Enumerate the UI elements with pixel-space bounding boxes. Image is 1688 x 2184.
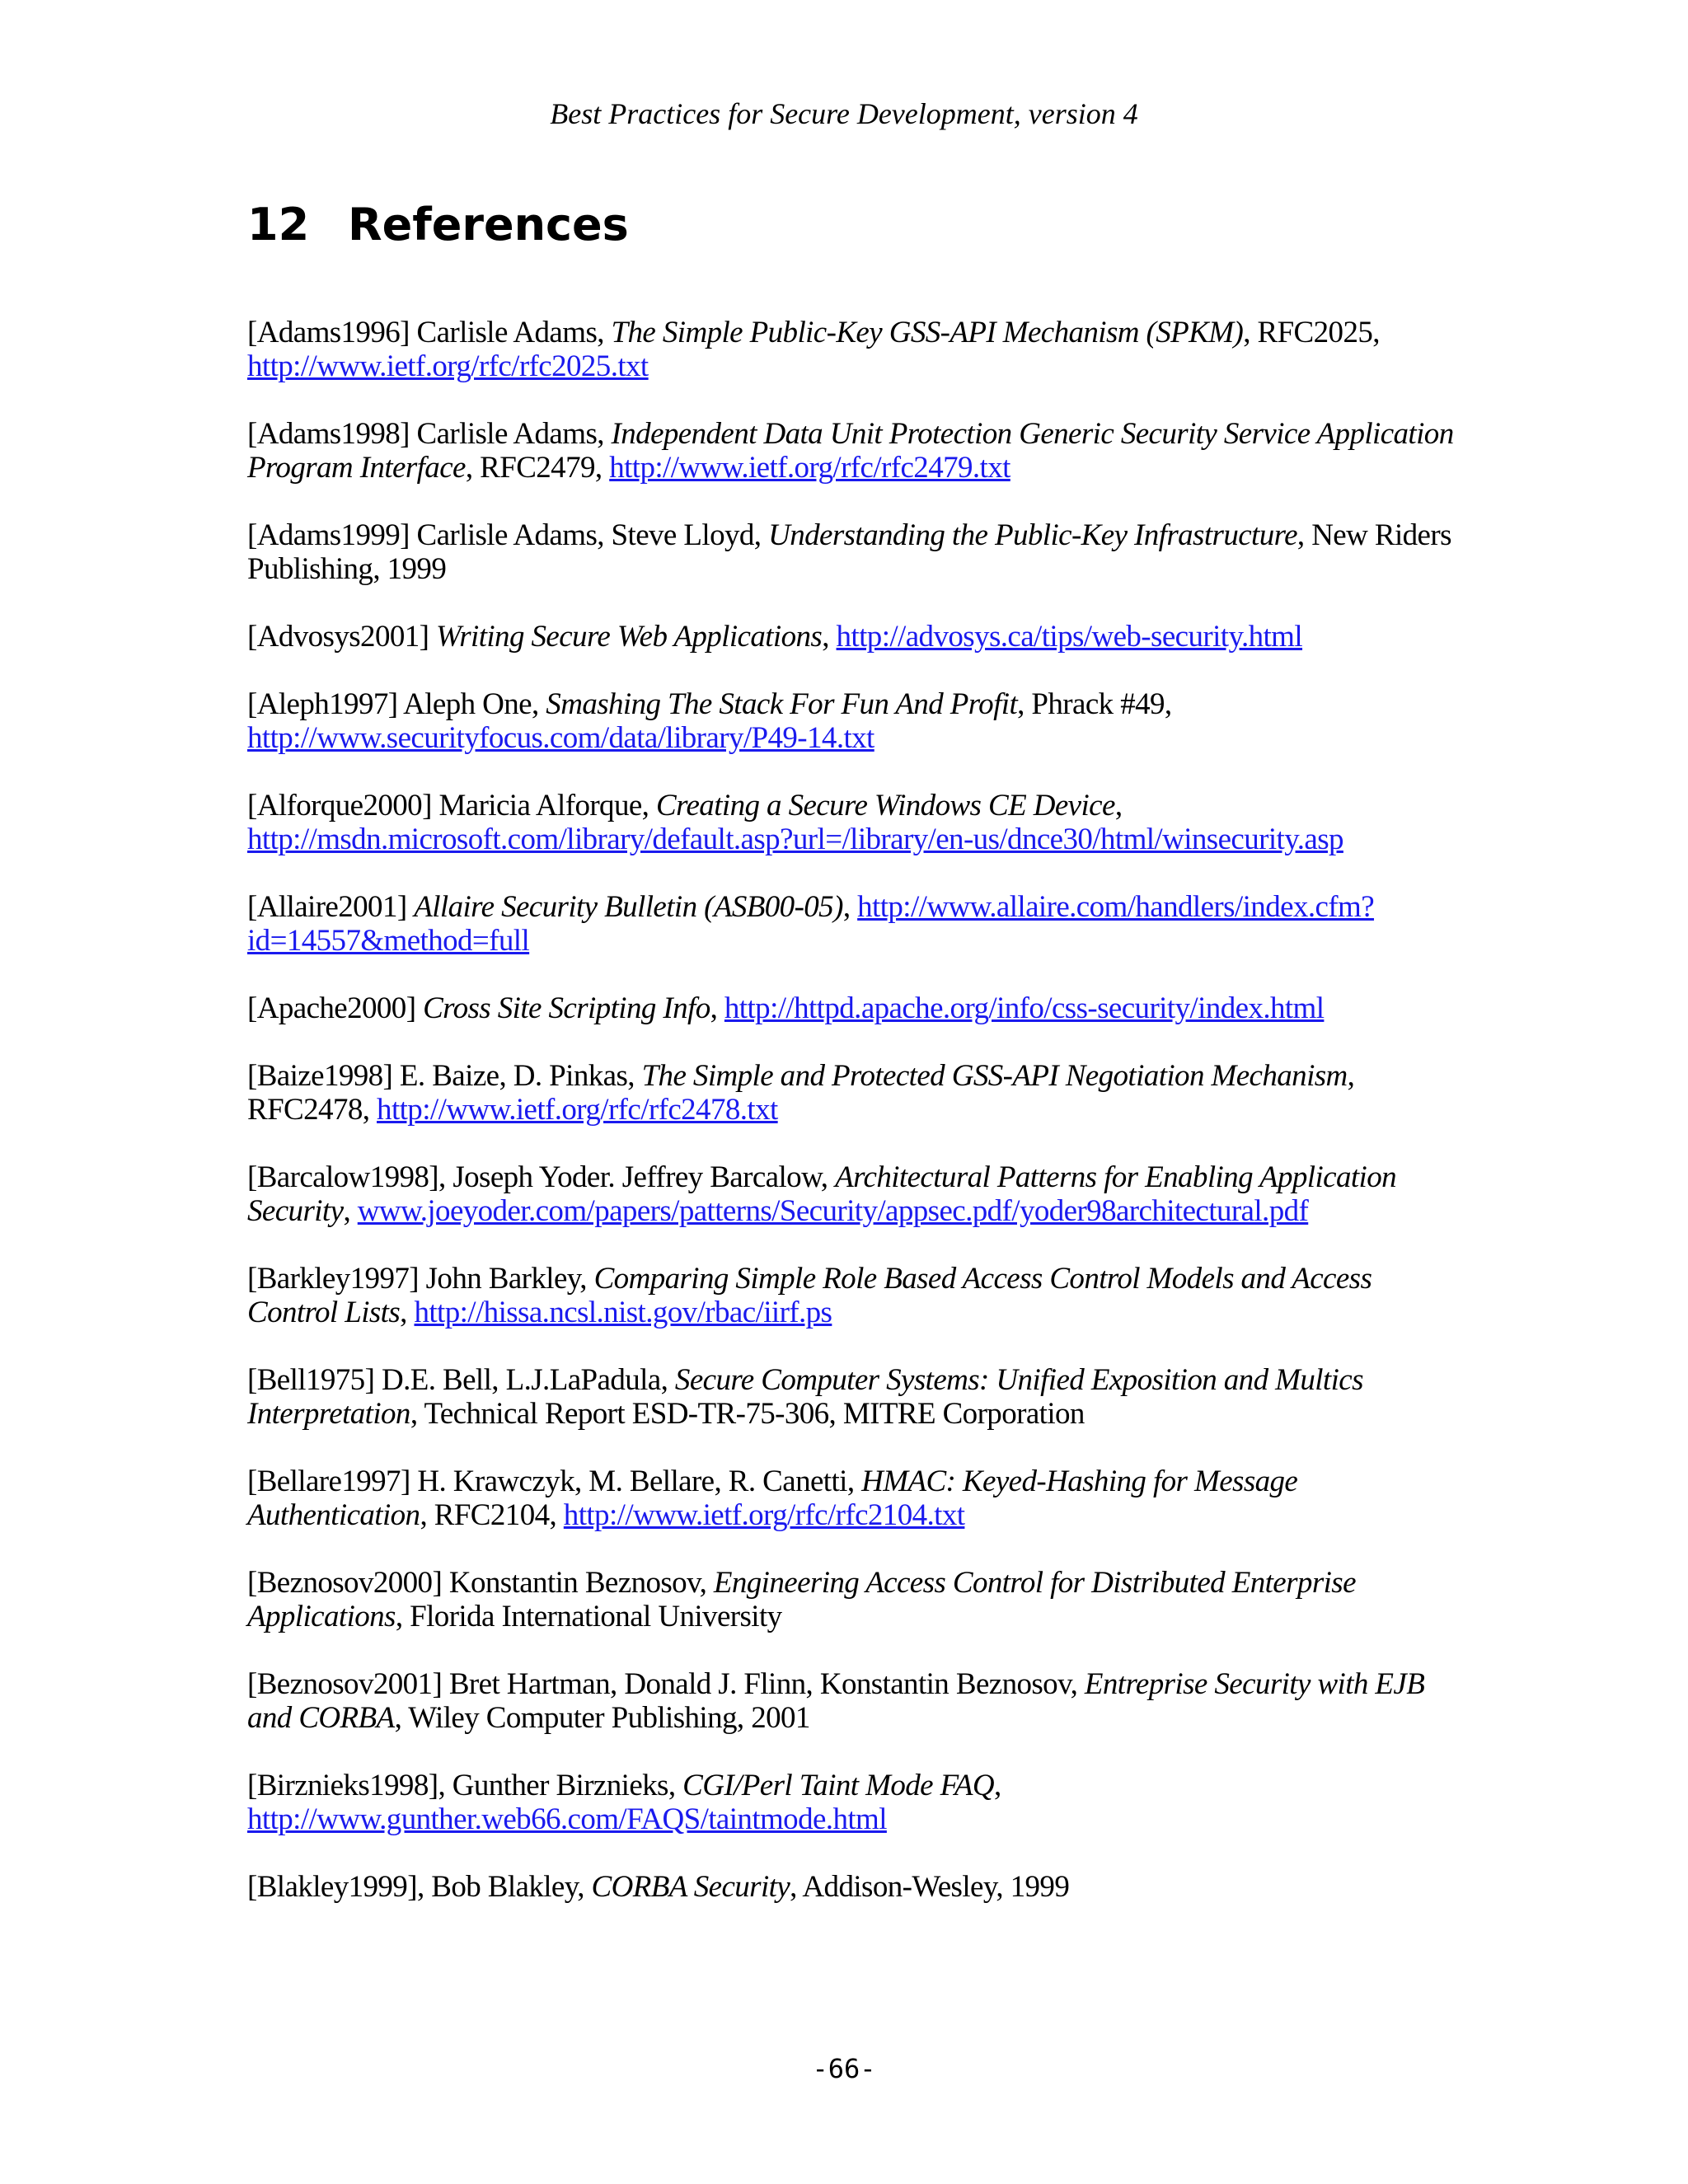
- reference-details: ,: [993, 1769, 1001, 1802]
- reference-title: Writing Secure Web Applications: [436, 620, 823, 654]
- reference-title: Creating a Secure Windows CE Device: [655, 789, 1115, 823]
- reference-title: CGI/Perl Taint Mode FAQ: [682, 1769, 994, 1802]
- reference-authors: Carlisle Adams, Steve Lloyd,: [409, 518, 769, 552]
- reference-key: [Beznosov2001]: [247, 1667, 443, 1701]
- reference-key: [Barcalow1998]: [247, 1160, 439, 1194]
- reference-title: Entreprise Security with EJB and CORBA: [247, 1667, 1425, 1735]
- reference-authors: , Gunther Birznieks,: [438, 1769, 683, 1802]
- reference-key: [Adams1999]: [247, 518, 410, 552]
- reference-title: CORBA Security: [591, 1870, 790, 1904]
- reference-link[interactable]: http://www.gunther.web66.com/FAQS/taintmode.html: [247, 1802, 887, 1836]
- reference-key: [Blakley1999]: [247, 1870, 417, 1904]
- reference-authors: Carlisle Adams,: [409, 316, 612, 349]
- reference-entry: [247, 620, 1459, 654]
- reference-entry: [247, 417, 1459, 485]
- reference-link[interactable]: http://hissa.ncsl.nist.gov/rbac/iirf.ps: [414, 1296, 832, 1329]
- reference-entry: [247, 1566, 1459, 1633]
- running-header: Best Practices for Secure Development, version 4: [550, 97, 1138, 130]
- reference-title: Secure Computer Systems: Unified Exposition and Multics Interpretation: [247, 1363, 1363, 1431]
- reference-title: HMAC: Keyed-Hashing for Message Authentication: [247, 1465, 1298, 1532]
- reference-entry: [247, 1262, 1459, 1329]
- reference-details: , RFC2479,: [465, 451, 610, 485]
- reference-title: Smashing The Stack For Fun And Profit: [546, 687, 1018, 721]
- reference-link[interactable]: http://httpd.apache.org/info/css-security/index.html: [724, 991, 1325, 1025]
- page-number: -66-: [812, 2053, 876, 2084]
- reference-title: Architectural Patterns for Enabling Application Security: [247, 1160, 1397, 1228]
- reference-entry: [247, 1870, 1459, 1904]
- reference-key: [Baize1998]: [247, 1059, 393, 1093]
- reference-key: [Adams1996]: [247, 316, 410, 349]
- reference-details: , RFC2025,: [1243, 316, 1380, 349]
- reference-entry: [247, 1667, 1459, 1735]
- reference-details: , Addison-Wesley, 1999: [790, 1870, 1070, 1904]
- reference-authors: H. Krawczyk, M. Bellare, R. Canetti,: [410, 1465, 862, 1498]
- reference-entry: [247, 991, 1459, 1025]
- reference-key: [Bell1975]: [247, 1363, 375, 1397]
- reference-authors: Carlisle Adams,: [409, 417, 612, 451]
- reference-details: ,: [710, 991, 724, 1025]
- reference-link[interactable]: http://www.allaire.com/handlers/index.cfm?id=14557&method=full: [247, 890, 1375, 958]
- reference-link[interactable]: http://www.securityfocus.com/data/library/P49-14.txt: [247, 721, 874, 755]
- reference-key: [Barkley1997]: [247, 1262, 419, 1296]
- reference-authors: [407, 890, 415, 924]
- reference-entry: [247, 890, 1459, 958]
- reference-authors: , Bob Blakley,: [416, 1870, 592, 1904]
- reference-authors: Maricia Alforque,: [431, 789, 656, 823]
- reference-key: [Beznosov2000]: [247, 1566, 443, 1600]
- reference-details: , Technical Report ESD-TR-75-306, MITRE Corporation: [410, 1397, 1085, 1431]
- reference-entry: [247, 1769, 1459, 1836]
- reference-key: [Bellare1997]: [247, 1465, 410, 1498]
- reference-details: ,: [343, 1194, 358, 1228]
- reference-link[interactable]: http://advosys.ca/tips/web-security.html: [836, 620, 1303, 654]
- reference-details: , Florida International University: [395, 1600, 782, 1633]
- reference-entry: [247, 1465, 1459, 1532]
- reference-link[interactable]: http://www.ietf.org/rfc/rfc2479.txt: [609, 451, 1010, 485]
- reference-title: Cross Site Scripting Info: [423, 991, 710, 1025]
- reference-title: Independent Data Unit Protection Generic Security Service Application Program Interface: [247, 417, 1454, 485]
- reference-key: [Advosys2001]: [247, 620, 429, 654]
- reference-title: Allaire Security Bulletin (ASB00-05): [414, 890, 843, 924]
- reference-link[interactable]: http://www.ietf.org/rfc/rfc2025.txt: [247, 349, 649, 383]
- reference-link[interactable]: http://www.ietf.org/rfc/rfc2104.txt: [563, 1498, 965, 1532]
- reference-entry: [247, 518, 1459, 586]
- reference-authors: John Barkley,: [418, 1262, 594, 1296]
- reference-details: ,: [842, 890, 858, 924]
- reference-entry: [247, 687, 1459, 755]
- reference-authors: D.E. Bell, L.J.LaPadula,: [374, 1363, 675, 1397]
- reference-authors: E. Baize, D. Pinkas,: [392, 1059, 642, 1093]
- reference-details: , New Riders Publishing, 1999: [247, 518, 1451, 586]
- reference-entry: [247, 316, 1459, 383]
- reference-key: [Allaire2001]: [247, 890, 407, 924]
- reference-key: [Adams1998]: [247, 417, 410, 451]
- reference-title: The Simple and Protected GSS-API Negotiation Mechanism: [641, 1059, 1348, 1093]
- reference-details: , Phrack #49,: [1017, 687, 1172, 721]
- reference-key: [Aleph1997]: [247, 687, 398, 721]
- reference-title: Comparing Simple Role Based Access Control Models and Access Control Lists: [247, 1262, 1372, 1329]
- reference-authors: Bret Hartman, Donald J. Flinn, Konstantin Beznosov,: [442, 1667, 1085, 1701]
- reference-title: Engineering Access Control for Distributed Enterprise Applications: [247, 1566, 1356, 1633]
- reference-authors: [415, 991, 423, 1025]
- reference-authors: , Joseph Yoder. Jeffrey Barcalow,: [438, 1160, 836, 1194]
- reference-key: [Apache2000]: [247, 991, 416, 1025]
- reference-list: [247, 316, 1459, 1938]
- section-number: 12: [247, 199, 310, 251]
- reference-title: Understanding the Public-Key Infrastructure: [768, 518, 1297, 552]
- reference-link[interactable]: www.joeyoder.com/papers/patterns/Security/appsec.pdf/yoder98architectural.pdf: [357, 1194, 1309, 1228]
- reference-entry: [247, 789, 1459, 856]
- reference-authors: Konstantin Beznosov,: [442, 1566, 714, 1600]
- section-title: References: [348, 199, 629, 251]
- reference-entry: [247, 1059, 1459, 1127]
- reference-details: ,: [400, 1296, 415, 1329]
- reference-details: , Wiley Computer Publishing, 2001: [394, 1701, 810, 1735]
- reference-authors: Aleph One,: [397, 687, 546, 721]
- reference-title: The Simple Public-Key GSS-API Mechanism (SPKM): [611, 316, 1244, 349]
- reference-key: [Birznieks1998]: [247, 1769, 438, 1802]
- reference-details: , RFC2104,: [420, 1498, 564, 1532]
- reference-entry: [247, 1160, 1459, 1228]
- reference-key: [Alforque2000]: [247, 789, 432, 823]
- reference-link[interactable]: http://www.ietf.org/rfc/rfc2478.txt: [377, 1093, 778, 1127]
- reference-details: ,: [1114, 789, 1123, 823]
- reference-entry: [247, 1363, 1459, 1431]
- section-heading: [247, 195, 629, 255]
- reference-details: ,: [822, 620, 837, 654]
- reference-link[interactable]: http://msdn.microsoft.com/library/default.asp?url=/library/en-us/dnce30/html/winsecurity.asp: [247, 823, 1343, 856]
- reference-authors: [429, 620, 436, 654]
- reference-details: , RFC2478,: [247, 1059, 1355, 1127]
